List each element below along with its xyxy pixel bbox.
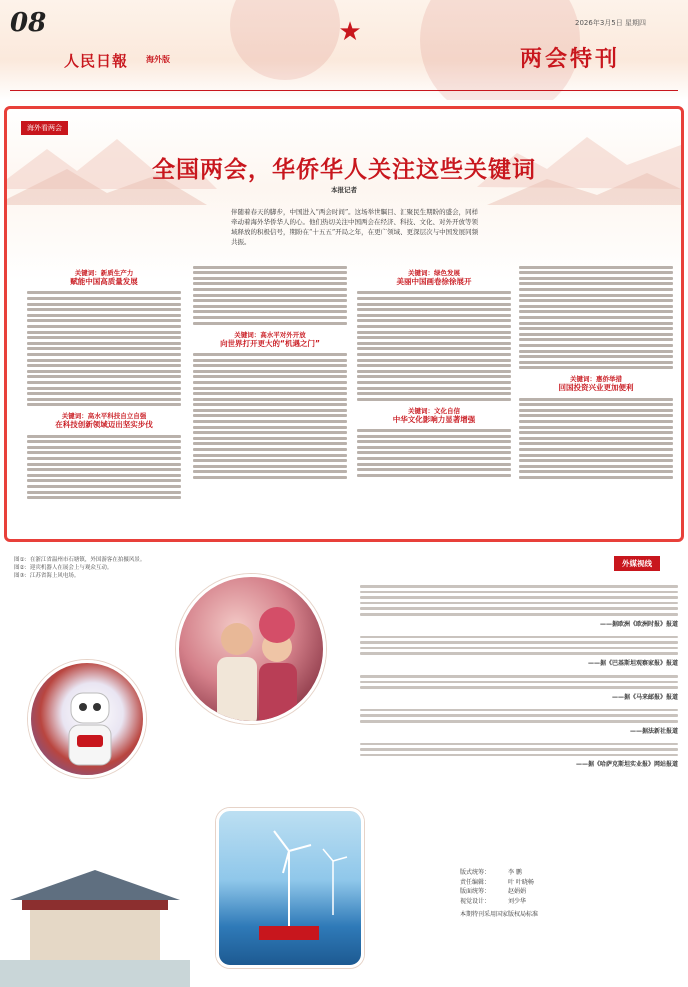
section-heading: [193, 331, 347, 348]
article-column: [357, 263, 511, 479]
caption: 图①：在浙江省温州市石塘镇，外国游客在拍摄风景。: [14, 557, 146, 563]
photo-captions: [14, 556, 154, 580]
credits: [460, 868, 630, 920]
article-column: [27, 263, 181, 502]
special-title: 两会特刊: [520, 47, 621, 72]
body-text: [193, 266, 347, 325]
section-title: 回国投资兴业更加便利: [558, 383, 634, 393]
source-line: ——据《马来邮报》报道: [611, 693, 678, 701]
page-number: 08: [10, 8, 47, 38]
section-heading: [357, 407, 511, 424]
section-tag: 海外看两会: [21, 121, 68, 135]
section-heading: [357, 269, 511, 286]
foreign-media-sidebar: [352, 548, 688, 987]
section-heading: [27, 269, 181, 286]
footer-note: 本期特刊采用国家版权局标准: [460, 911, 539, 919]
body-text: [519, 398, 673, 479]
section-title: 美丽中国画卷徐徐展开: [396, 277, 472, 287]
section-title: 在科技创新领域迈出坚实步伐: [55, 420, 153, 430]
paper-name: 人民日報: [64, 52, 129, 70]
body-text: [193, 353, 347, 479]
masthead: [0, 0, 688, 100]
source-line: ——据法新社报道: [629, 727, 678, 735]
credit-row: 视觉设计： 刘少华: [460, 897, 527, 905]
feature-article: [4, 106, 684, 542]
pavilion-illustration: [0, 860, 190, 987]
caption: 图③：江苏省海上风电场。: [14, 573, 80, 579]
source-line: ——据欧洲《欧洲时报》报道: [599, 620, 678, 628]
sidebar-tag: 外媒视线: [614, 556, 660, 571]
source-line: ——据《哈萨克斯坦实业报》网站报道: [575, 761, 678, 769]
body-text: [519, 266, 673, 370]
section-heading: [27, 412, 181, 429]
body-text: [357, 291, 511, 400]
article-column: [193, 263, 347, 482]
section-kicker: 关键词：惠侨举措: [570, 375, 622, 384]
section-kicker: 关键词：高水平对外开放: [234, 330, 306, 339]
section-title: 中华文化影响力显著增强: [392, 414, 476, 424]
body-text: [27, 435, 181, 500]
section-title: 向世界打开更大的“机遇之门”: [220, 338, 320, 348]
section-title: 赋能中国高质量发展: [70, 277, 138, 287]
section-kicker: 关键词：文化自信: [408, 406, 460, 415]
byline: 本报记者: [331, 186, 357, 194]
photo-robot: [28, 660, 146, 778]
section-kicker: 关键词：高水平科技自立自强: [61, 412, 147, 421]
article-column: [519, 263, 673, 482]
body-text: [357, 429, 511, 477]
section-kicker: 关键词：绿色发展: [408, 269, 460, 277]
body-text: [27, 291, 181, 406]
issue-date: 2026年3月5日 星期四: [575, 19, 646, 27]
star-icon: ★: [338, 17, 362, 47]
decor-circle: [230, 0, 340, 80]
divider: [10, 90, 678, 91]
main-headline: 全国两会，华侨华人关注这些关键词: [152, 157, 536, 183]
credit-row: 版式统筹： 李 鹏: [460, 869, 522, 876]
photo-wind-farm: [216, 808, 364, 968]
section-kicker: 关键词：新质生产力: [74, 269, 134, 277]
credit-row: 版面统筹： 赵娟娟: [460, 888, 527, 896]
caption: 图②：迎宾机器人在展会上与观众互动。: [14, 565, 113, 571]
paper-sub: 海外版: [146, 55, 170, 64]
credit-row: 责任编辑： 叶 叶晓畅: [460, 878, 534, 886]
section-heading: [519, 375, 673, 392]
lead-paragraph: 伴随着春天的脚步，中国进入“两会时间”。这场举世瞩目、汇聚民生期盼的盛会，同样牵动着海外华侨华人的心。他们热切关注中国两会在经济、科技、文化、对外开放等领域释放的积极信号，期盼在“十五五”开局之年，在更广领域、更深层次与中国发展同频共振。: [231, 208, 479, 246]
sidebar-body: [360, 582, 678, 776]
photo-visitors: [176, 574, 326, 724]
source-line: ——据《巴基斯坦观察家报》报道: [587, 659, 678, 667]
